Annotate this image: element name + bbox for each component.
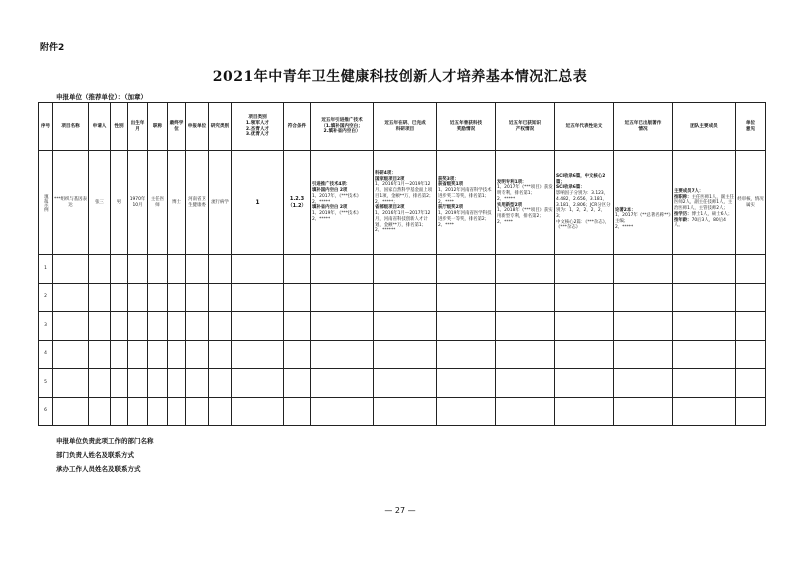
row-number: 6 <box>39 397 53 426</box>
col-header: 最终学位 <box>168 103 186 151</box>
page-number: — 27 — <box>384 506 416 515</box>
footer-dept: 申报单位负责此项工作的部门名称 <box>56 437 154 445</box>
footer-head: 部门负责人姓名及联系方式 <box>56 451 134 459</box>
page-title: 2021年中青年卫生健康科技创新人才培养基本情况汇总表 <box>212 69 588 85</box>
sample-category: 1 <box>232 151 284 255</box>
row-number: 3 <box>39 312 53 341</box>
header-row <box>39 103 766 151</box>
col-header: 符合条件 <box>284 103 311 151</box>
sample-gender: 男 <box>111 151 128 255</box>
col-header: 近五年引进推广技术 （1.填补国内空白； 2.填补省内空白） <box>311 103 374 151</box>
sample-label: 填报示例 <box>39 151 53 255</box>
sample-project: ***组织与基因表达 <box>53 151 89 255</box>
table-row <box>39 340 766 369</box>
col-header: 职称 <box>148 103 168 151</box>
col-header: 近五年已出版著作 情况 <box>614 103 673 151</box>
col-header: 单位 意见 <box>736 103 766 151</box>
summary-table <box>38 102 766 426</box>
col-header: 近五年在研、已完成 科研项目 <box>374 103 437 151</box>
sample-conditions: 1.2.3（1.2） <box>284 151 311 255</box>
sample-tech: 引进推广技术4项： 填补国内空白 2项 1、2017年，《***技术》 2、***** 填补省内空白 2项 1、2019年，《***技术》 2、***** <box>311 151 374 255</box>
col-header: 序号 <box>39 103 53 151</box>
sample-books: 论著2本： 1、2017年《**总著名称**》主编； 2、***** <box>614 151 673 255</box>
row-number: 2 <box>39 283 53 312</box>
sample-birth: 1970年10月 <box>128 151 148 255</box>
col-header: 近五年已获知识 产权情况 <box>496 103 555 151</box>
col-header: 出生年月 <box>128 103 148 151</box>
sample-title: 主任医师 <box>148 151 168 255</box>
sample-degree: 博士 <box>168 151 186 255</box>
col-header: 研究类别 <box>209 103 232 151</box>
table-row <box>39 283 766 312</box>
col-header: 项目名称 <box>53 103 89 151</box>
col-header: 近五年曾获科技 奖励情况 <box>437 103 496 151</box>
table-row <box>39 397 766 426</box>
sample-row <box>39 151 766 255</box>
table-row <box>39 255 766 284</box>
sample-applicant: 张三 <box>89 151 111 255</box>
table-row <box>39 369 766 398</box>
col-header: 项目类别 1.领军人才 2.杰青人才 3.优青人才 <box>232 103 284 151</box>
table-row <box>39 312 766 341</box>
sample-papers: SCI收录6篇，中文核心2篇； SCI收录6篇： 影响因子分别为：3.123，4.482，2.656，3.181，3.181，2.806；JCR分区分别为：1，2，2，2，2，3； 中文核心2篇：《***杂志》，《***杂志》 <box>555 151 614 255</box>
col-header: 团队主要成员 <box>673 103 736 151</box>
sample-team: 主要成员7人： 按职称：主任医师1人，副主任医师2人，副主任技师1人，主治医师1人，主管技师2人； 按学历：博士1人，硕士6人； 按年龄：70后3人，80后4人。 <box>673 151 736 255</box>
reporting-unit-label: 申报单位（推荐单位）：（加章） <box>56 93 147 101</box>
col-header: 申报单位 <box>186 103 209 151</box>
row-number: 5 <box>39 369 53 398</box>
col-header: 性别 <box>111 103 128 151</box>
footer-staff: 承办工作人员姓名及联系方式 <box>56 465 141 473</box>
row-number: 1 <box>39 255 53 284</box>
sample-unit: 河南省卫生健康委 <box>186 151 209 255</box>
sample-awards: 获奖3项： 获省级奖1项 1、2012年河南省科学技术进步奖二等奖，排名第1； 2、**** 获厅级奖2项 1、2019年河南省医学科技进步奖一等奖，排名第2； 2、**** <box>437 151 496 255</box>
attachment-label: 附件2 <box>40 43 65 53</box>
sample-opinion: 经审核，情况属实 <box>736 151 766 255</box>
col-header: 近五年代表性论文 <box>555 103 614 151</box>
col-header: 申请人 <box>89 103 111 151</box>
row-number: 4 <box>39 340 53 369</box>
sample-research: 流行病学 <box>209 151 232 255</box>
sample-research-projects: 科研4项： 国家级项目2项 1、2016年1月—2019年12月，国家自然科学基金面上项目1项，金额**万，排名第2； 2、*****； 省部级项目2项 1、2016年1月—2017年12月，河南省科技创新人才计划，金额**万，排名第1； 2、****** <box>374 151 437 255</box>
sample-ip: 发明专利1项： 1、2017年《***项目》获发明专利，排名第1； 2、***** 实用新型2项 1、2018年《***项目》获实用新型专利，排名第2； 2、**** <box>496 151 555 255</box>
